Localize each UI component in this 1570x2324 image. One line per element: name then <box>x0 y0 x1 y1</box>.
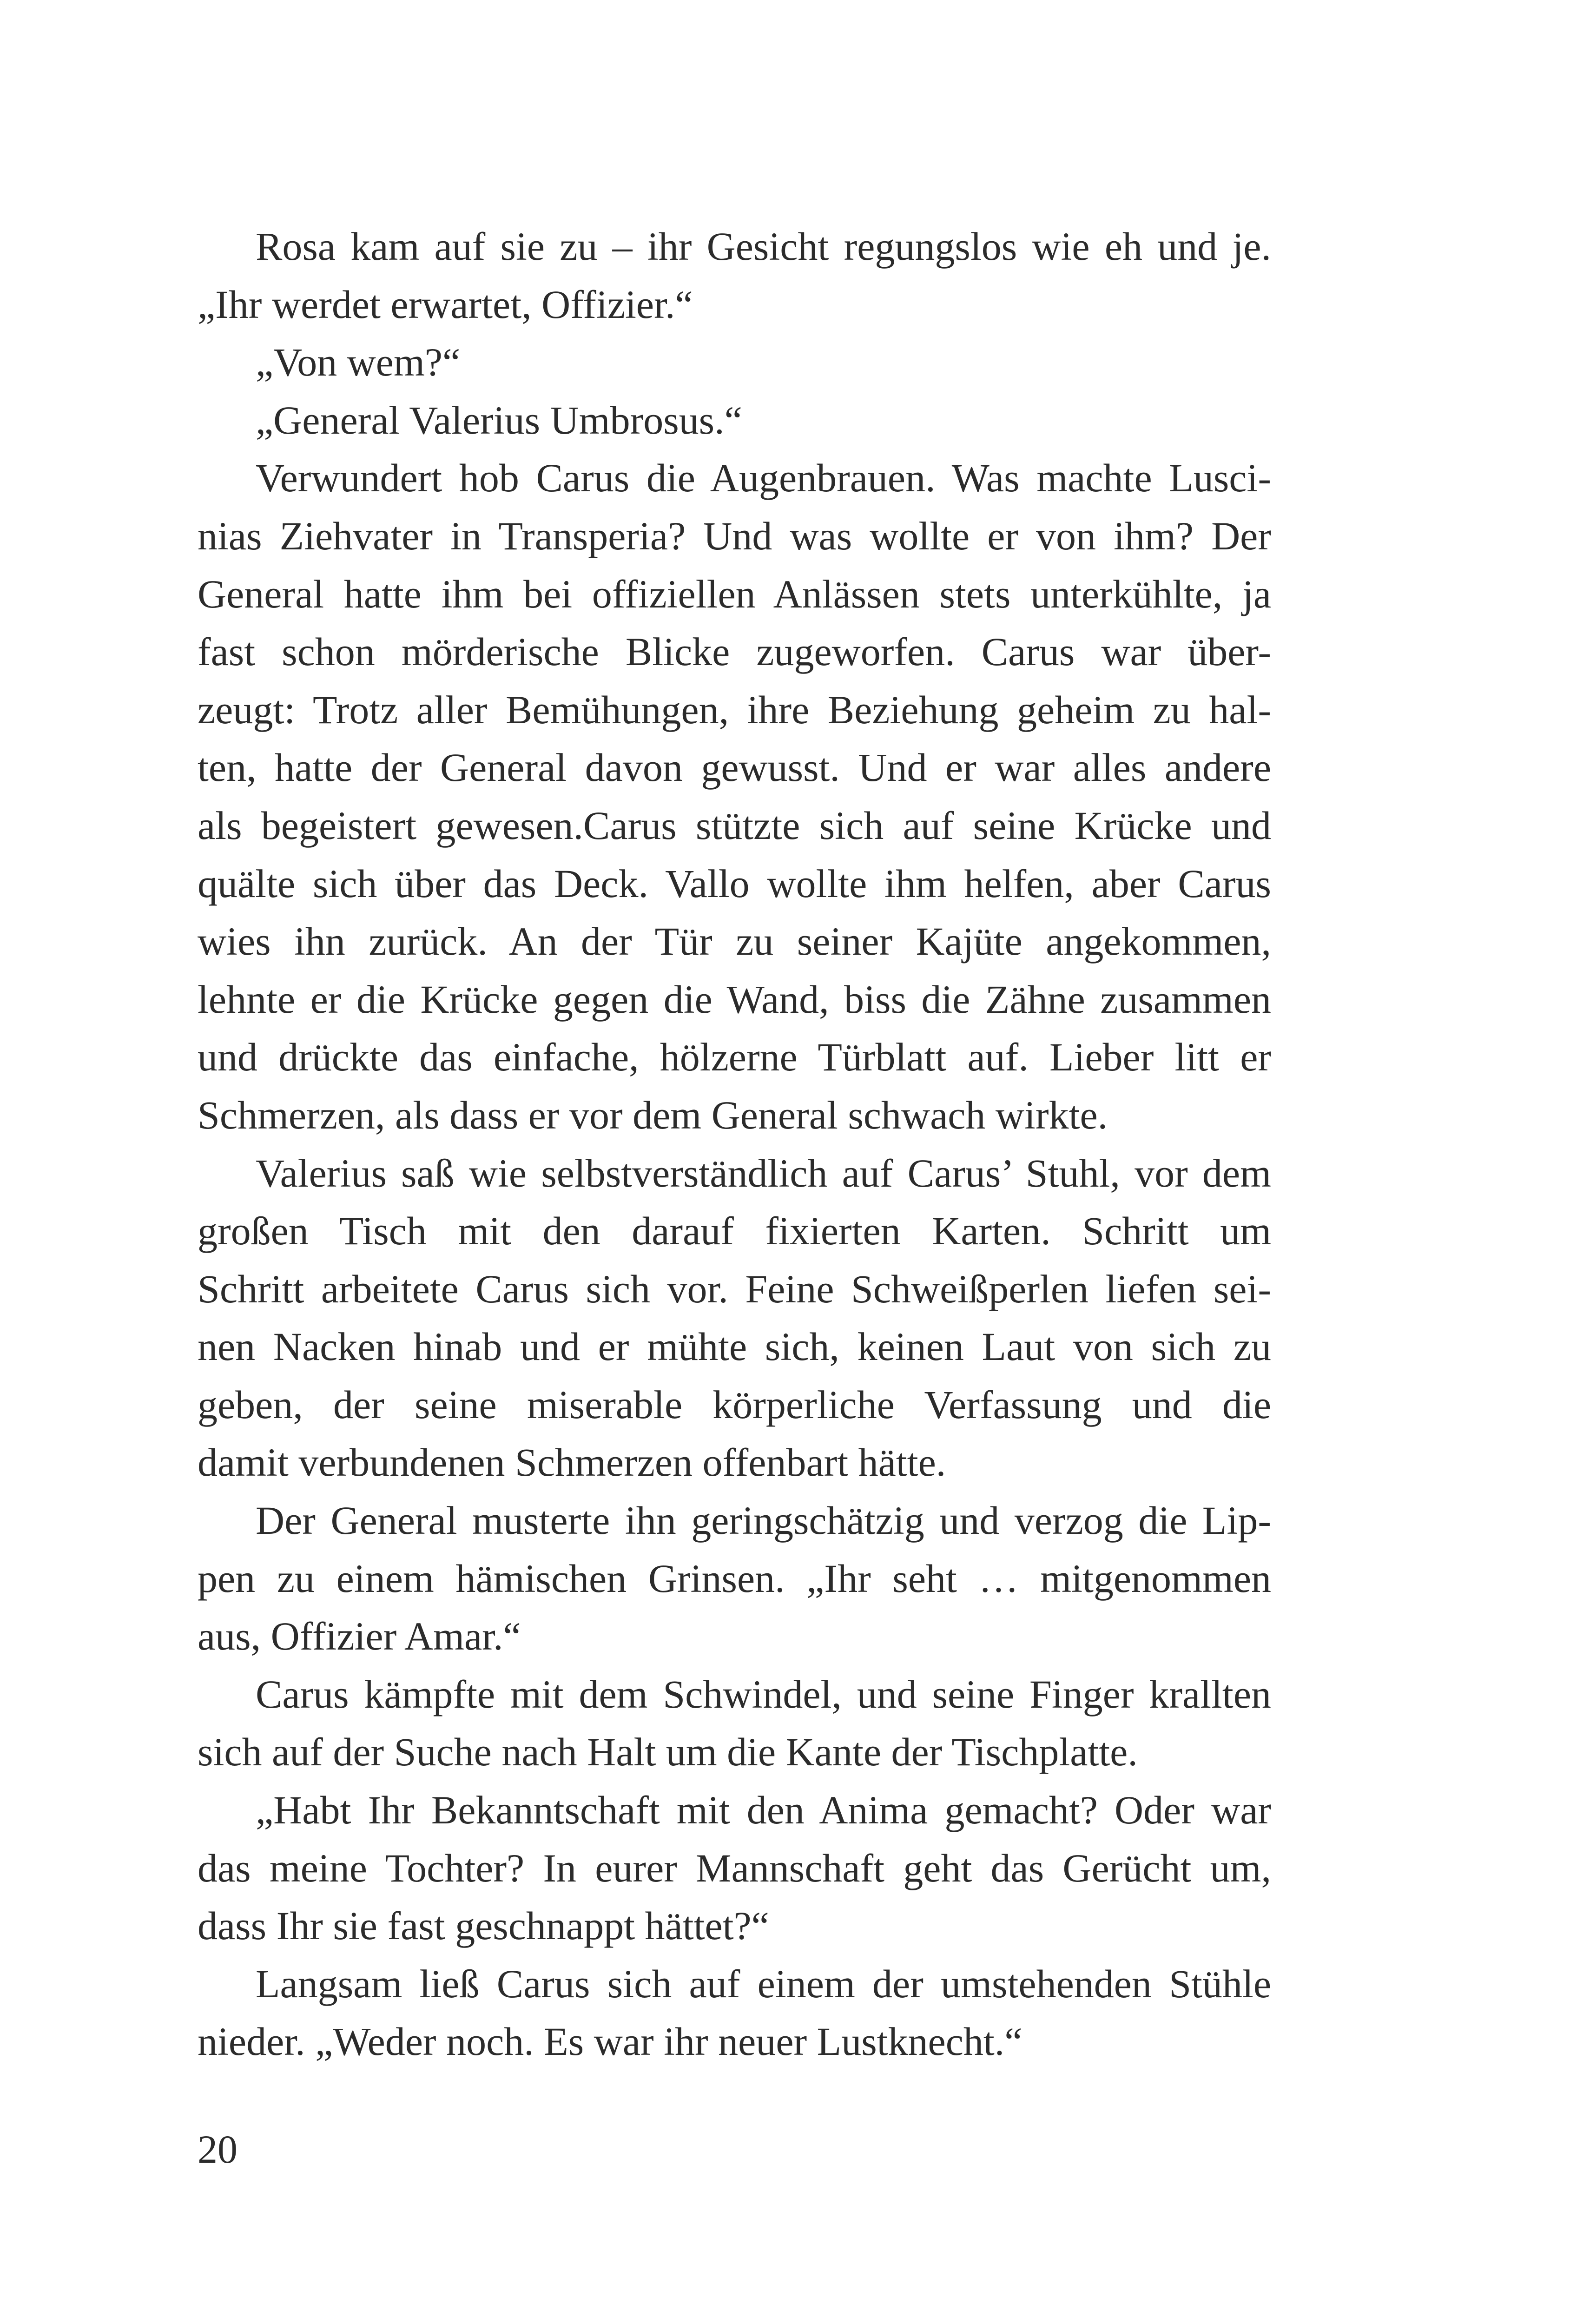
text-line: wies ihn zurück. An der Tür zu seiner Kajüte angekommen, <box>198 919 1271 964</box>
text-line: geben, der seine miserable körperliche Verfassung und die <box>198 1382 1271 1427</box>
text-line: Rosa kam auf sie zu – ihr Gesicht regungslos wie eh und je. <box>256 224 1271 269</box>
text-line: „General Valerius Umbrosus.“ <box>256 397 742 442</box>
text-line: pen zu einem hämischen Grinsen. „Ihr seht … mitgenommen <box>198 1556 1271 1601</box>
text-line: nieder. „Weder noch. Es war ihr neuer Lustknecht.“ <box>198 2019 1022 2064</box>
text-line: Valerius saß wie selbstverständlich auf Carus’ Stuhl, vor dem <box>256 1150 1271 1195</box>
text-line: fast schon mörderische Blicke zugeworfen. Carus war über- <box>198 629 1271 674</box>
body-text <box>198 218 1271 2071</box>
text-line: aus, Offizier Amar.“ <box>198 1614 521 1659</box>
text-line: und drückte das einfache, hölzerne Türblatt auf. Lieber litt er <box>198 1035 1271 1080</box>
text-line: zeugt: Trotz aller Bemühungen, ihre Beziehung geheim zu hal- <box>198 687 1271 732</box>
text-line: damit verbundenen Schmerzen offenbart hätte. <box>198 1440 946 1485</box>
text-line: dass Ihr sie fast geschnappt hättet?“ <box>198 1903 769 1948</box>
text-line: ten, hatte der General davon gewusst. Und er war alles andere <box>198 745 1271 790</box>
text-line: Schmerzen, als dass er vor dem General schwach wirkte. <box>198 1092 1108 1137</box>
text-line: Verwundert hob Carus die Augenbrauen. Was machte Lusci- <box>256 456 1271 501</box>
text-line: Langsam ließ Carus sich auf einem der umstehenden Stühle <box>256 1961 1271 2006</box>
text-line: lehnte er die Krücke gegen die Wand, biss die Zähne zusammen <box>198 977 1271 1022</box>
page-number: 20 <box>198 2127 237 2172</box>
text-line: Der General musterte ihn geringschätzig und verzog die Lip- <box>256 1498 1271 1543</box>
text-line: General hatte ihm bei offiziellen Anlässen stets unterkühlte, ja <box>198 571 1271 616</box>
text-line: Carus kämpfte mit dem Schwindel, und seine Finger krallten <box>256 1671 1271 1717</box>
text-line: nias Ziehvater in Transperia? Und was wollte er von ihm? Der <box>198 513 1271 558</box>
text-line: quälte sich über das Deck. Vallo wollte ihm helfen, aber Carus <box>198 861 1271 906</box>
text-line: „Ihr werdet erwartet, Offizier.“ <box>198 282 693 327</box>
text-line: Schritt arbeitete Carus sich vor. Feine Schweißperlen liefen sei- <box>198 1266 1271 1311</box>
text-line: sich auf der Suche nach Halt um die Kante der Tischplatte. <box>198 1730 1138 1775</box>
text-line: großen Tisch mit den darauf fixierten Karten. Schritt um <box>198 1208 1271 1254</box>
text-line: das meine Tochter? In eurer Mannschaft geht das Gerücht um, <box>198 1845 1271 1890</box>
text-line: „Habt Ihr Bekanntschaft mit den Anima gemacht? Oder war <box>256 1788 1271 1833</box>
text-line: als begeistert gewesen.Carus stützte sich auf seine Krücke und <box>198 803 1271 848</box>
text-line: nen Nacken hinab und er mühte sich, keinen Laut von sich zu <box>198 1324 1271 1369</box>
text-line: „Von wem?“ <box>256 340 461 385</box>
